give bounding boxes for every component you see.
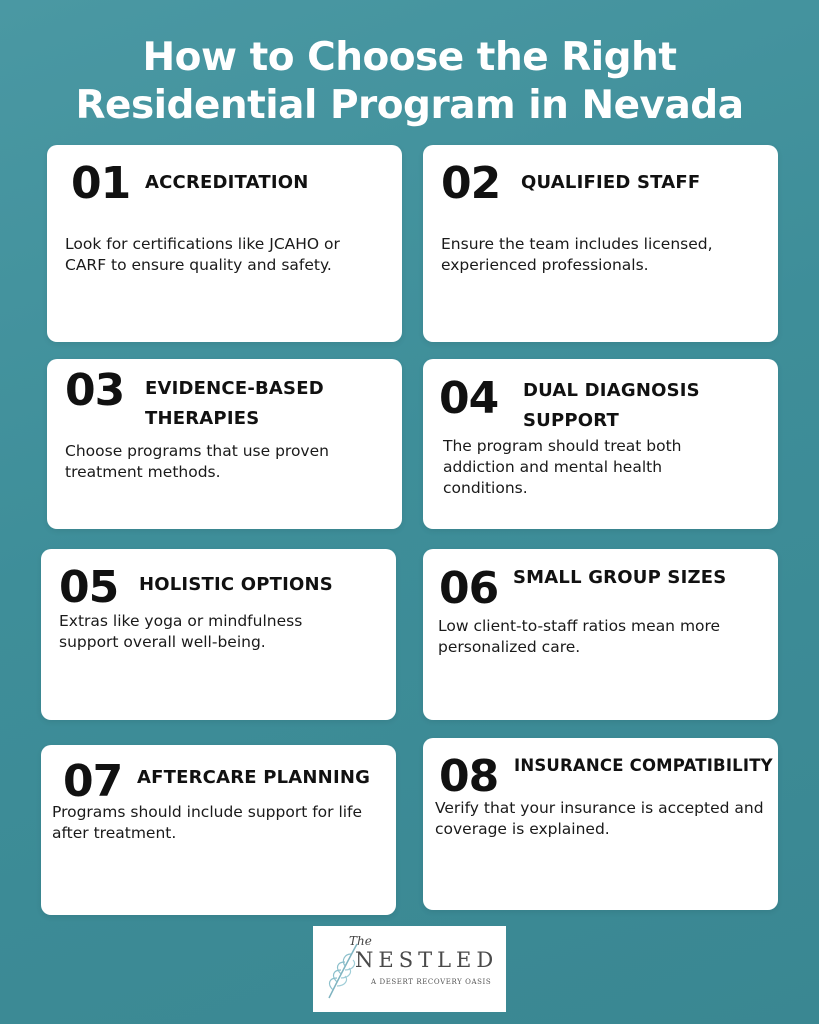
card-description: Low client-to-staff ratios mean more personalized care. [438, 617, 721, 656]
logo-name: NESTLED [355, 948, 499, 972]
logo-the: The [349, 934, 372, 948]
card-description: The program should treat both addiction and mental health conditions. [443, 437, 682, 497]
card-description: Ensure the team includes licensed, experienced professionals. [441, 235, 713, 274]
card-description: Extras like yoga or mindfulness support overall well-being. [59, 612, 303, 651]
card-number: 02 [441, 158, 501, 209]
card-number: 08 [439, 751, 499, 802]
card-description: Verify that your insurance is accepted and coverage is explained. [435, 799, 764, 838]
card-heading: ACCREDITATION [145, 172, 309, 193]
card-number: 07 [63, 756, 123, 807]
card-evidence-based-therapies [47, 359, 402, 529]
card-heading: AFTERCARE PLANNING [137, 767, 371, 788]
card-description: Programs should include support for life after treatment. [52, 803, 363, 842]
page-title-line-1: How to Choose the Right [142, 35, 677, 80]
card-description: Look for certifications like JCAHO or CARF to ensure quality and safety. [65, 235, 340, 274]
card-number: 04 [439, 373, 499, 424]
card-small-group-sizes [423, 549, 778, 720]
card-insurance-compatibility [423, 738, 778, 910]
card-heading: SMALL GROUP SIZES [513, 567, 727, 588]
card-heading [145, 374, 324, 434]
logo-tagline: A DESERT RECOVERY OASIS [371, 978, 492, 986]
card-heading-line-2: THERAPIES [145, 408, 260, 429]
brand-logo [313, 926, 506, 1012]
card-heading-line-1: DUAL DIAGNOSIS [523, 380, 700, 401]
card-heading: QUALIFIED STAFF [521, 172, 701, 193]
card-heading: HOLISTIC OPTIONS [139, 574, 333, 595]
card-dual-diagnosis-support [423, 359, 778, 529]
card-accreditation [47, 145, 402, 342]
card-aftercare-planning [41, 745, 396, 915]
card-qualified-staff [423, 145, 778, 342]
card-number: 05 [59, 562, 119, 613]
card-heading-line-2: SUPPORT [523, 410, 619, 431]
card-heading: INSURANCE COMPATIBILITY [514, 756, 773, 775]
page-title [0, 34, 819, 130]
page-title-line-2: Residential Program in Nevada [75, 83, 744, 128]
card-number: 03 [65, 365, 125, 416]
card-number: 01 [71, 158, 131, 209]
card-heading-line-1: EVIDENCE-BASED [145, 378, 324, 399]
card-holistic-options [41, 549, 396, 720]
card-description: Choose programs that use proven treatment methods. [65, 442, 329, 481]
card-heading [523, 376, 700, 436]
card-number: 06 [439, 563, 499, 614]
